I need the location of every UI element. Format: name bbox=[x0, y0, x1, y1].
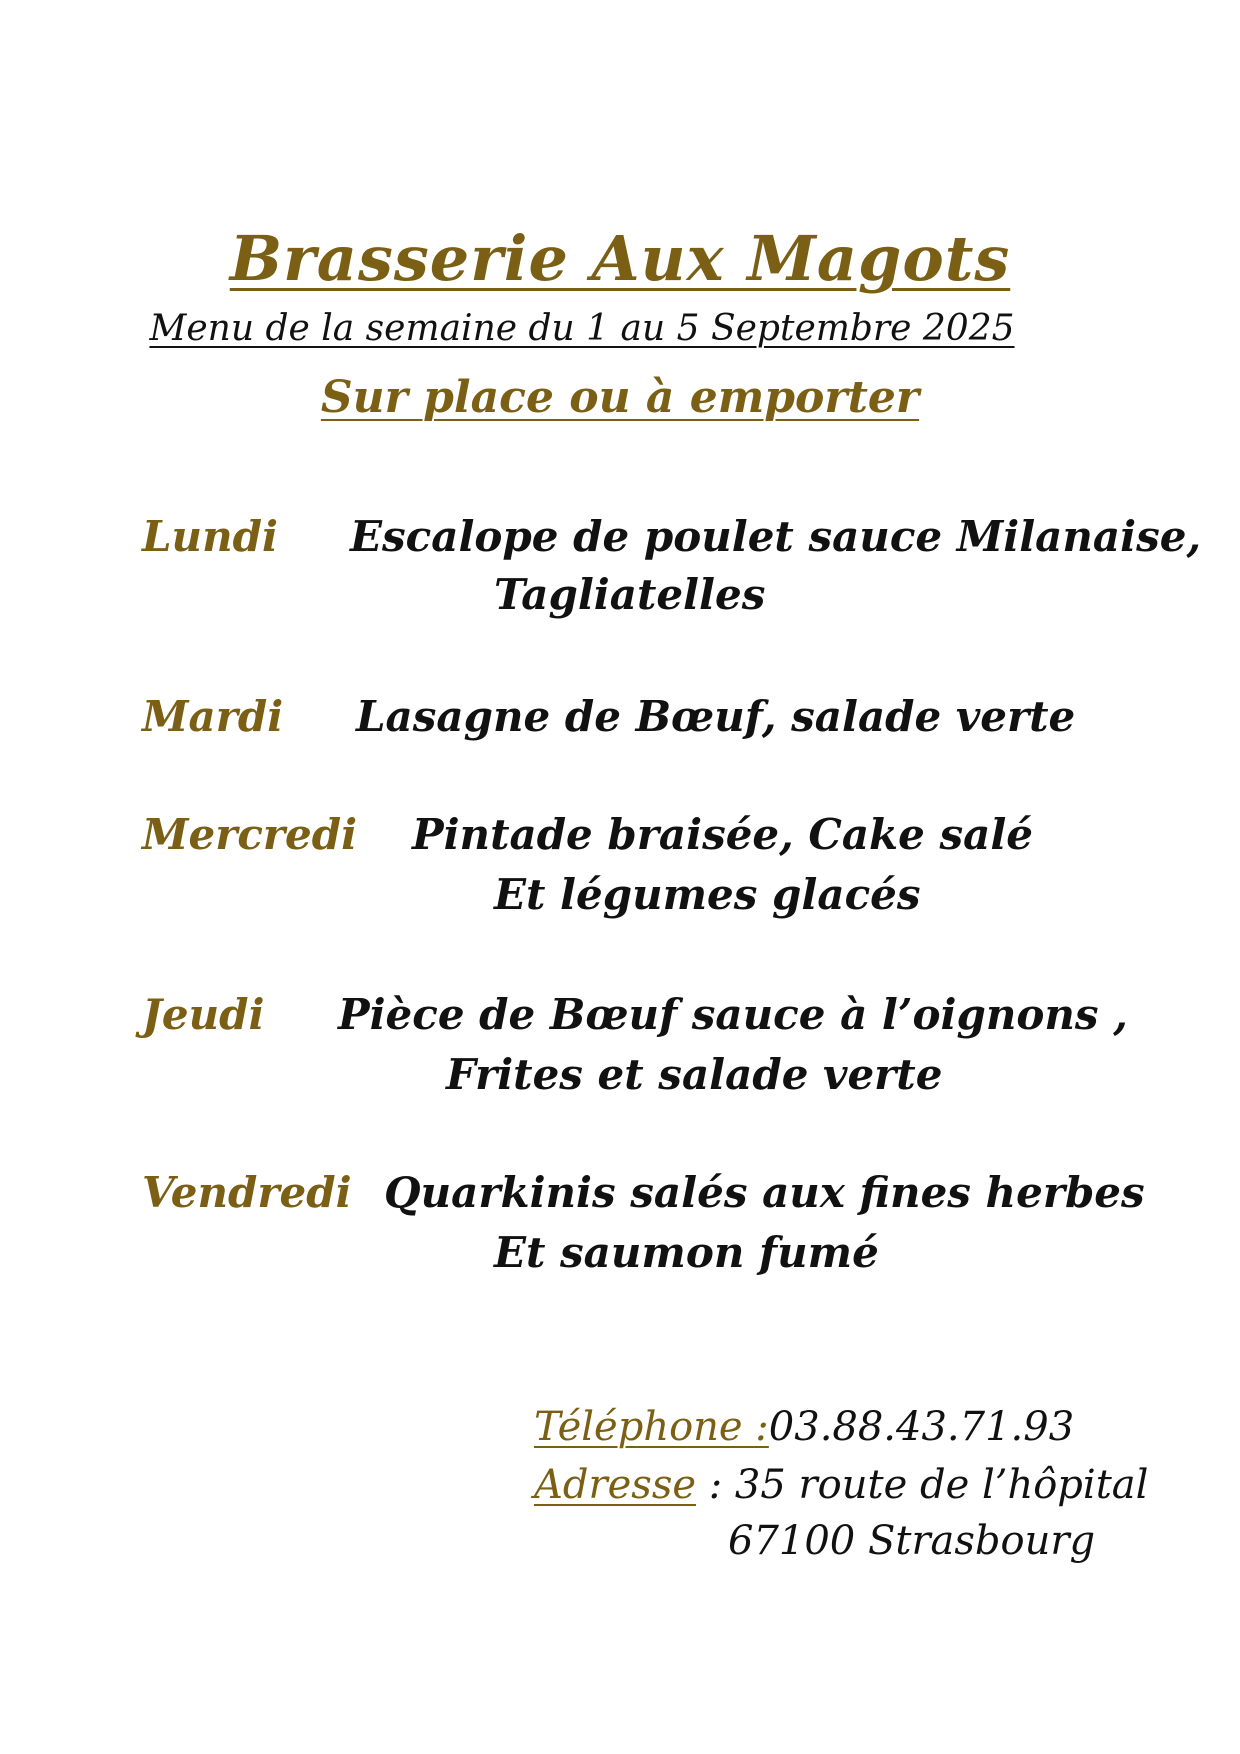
address-street: 35 route de l’hôpital bbox=[734, 1462, 1149, 1508]
day-label-lundi: Lundi bbox=[142, 512, 278, 561]
phone-line bbox=[534, 1404, 1074, 1450]
dish-lundi-line1: Escalope de poulet sauce Milanaise, bbox=[350, 512, 1202, 561]
dish-vendredi-line2: Et saumon fumé bbox=[494, 1228, 879, 1277]
day-label-vendredi: Vendredi bbox=[142, 1168, 352, 1217]
phone-label: Téléphone : bbox=[534, 1404, 769, 1450]
menu-week-subtitle: Menu de la semaine du 1 au 5 Septembre 2025 bbox=[149, 308, 1015, 349]
dish-jeudi-line2: Frites et salade verte bbox=[446, 1050, 943, 1099]
dish-mercredi-line1: Pintade braisée, Cake salé bbox=[412, 810, 1034, 859]
dish-mercredi-line2: Et légumes glacés bbox=[494, 870, 921, 919]
day-label-mardi: Mardi bbox=[142, 692, 284, 741]
address-label: Adresse bbox=[534, 1462, 697, 1508]
dish-vendredi-line1: Quarkinis salés aux fines herbes bbox=[384, 1168, 1145, 1217]
service-tagline: Sur place ou à emporter bbox=[320, 372, 920, 423]
page-title: Brasserie Aux Magots bbox=[229, 222, 1011, 295]
address-line bbox=[534, 1462, 1148, 1508]
address-separator: : bbox=[696, 1462, 735, 1508]
phone-number: 03.88.43.71.93 bbox=[768, 1404, 1075, 1450]
dish-mardi-line1: Lasagne de Bœuf, salade verte bbox=[356, 692, 1076, 741]
day-label-mercredi: Mercredi bbox=[142, 810, 358, 859]
dish-jeudi-line1: Pièce de Bœuf sauce à l’oignons , bbox=[338, 990, 1128, 1039]
address-city: 67100 Strasbourg bbox=[728, 1518, 1096, 1564]
day-label-jeudi: Jeudi bbox=[142, 990, 265, 1039]
dish-lundi-line2: Tagliatelles bbox=[494, 570, 766, 619]
